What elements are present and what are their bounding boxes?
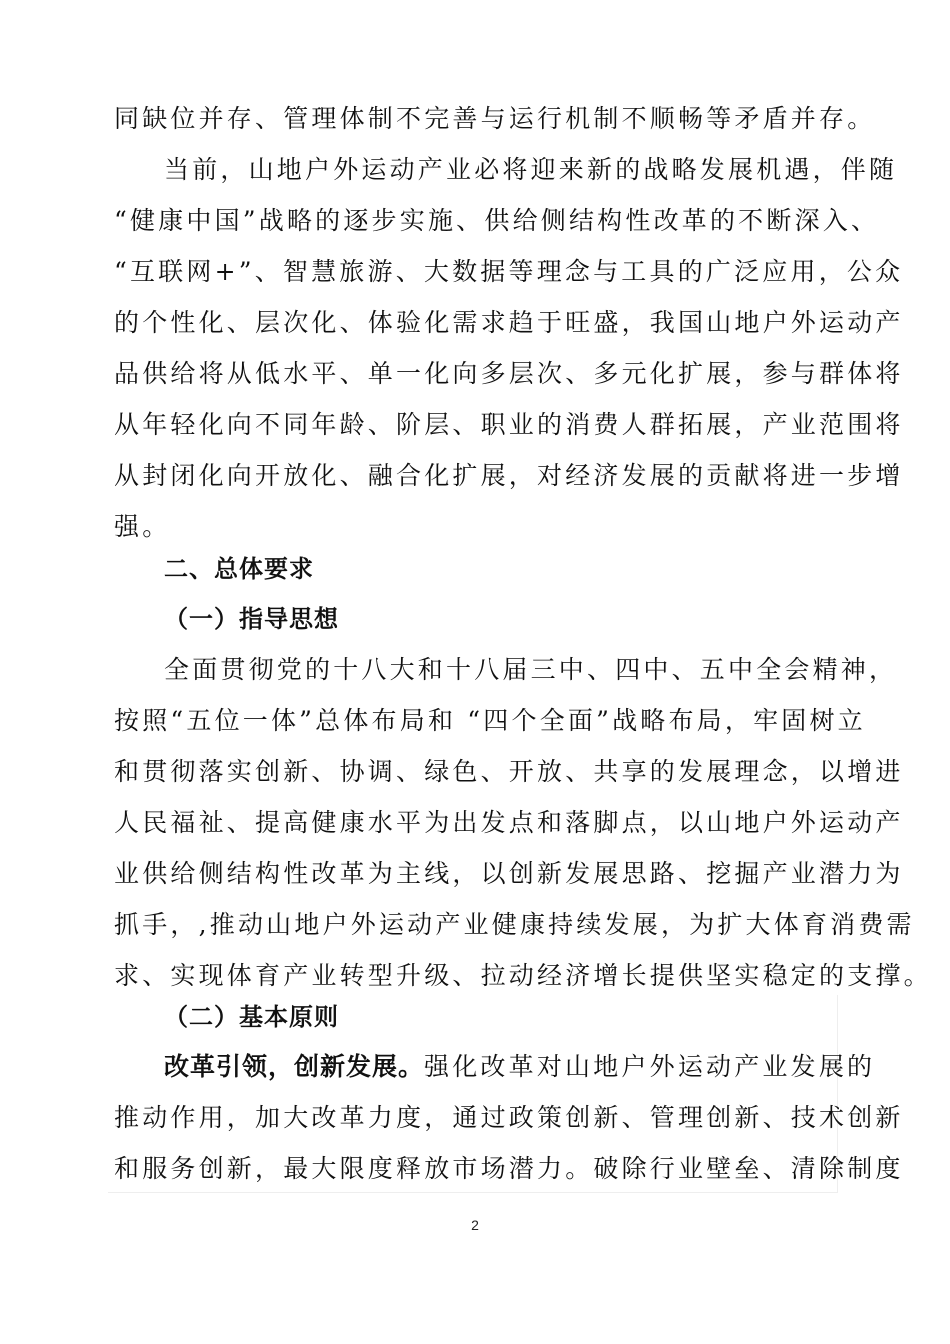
principle-lead: 改革引领，创新发展。: [164, 1052, 425, 1081]
paragraph-line-11: 按照“五位一体”总体布局和 “四个全面”战略布局，牢固树立: [114, 706, 866, 735]
paragraph-line-10: 全面贯彻党的十八大和十八届三中、四中、五中全会精神，: [164, 655, 898, 684]
page-number: 2: [471, 1217, 479, 1233]
subsection-heading-basic-principles: （二）基本原则: [164, 1003, 339, 1031]
paragraph-line-2: 当前，山地户外运动产业必将迎来新的战略发展机遇，伴随: [164, 155, 898, 184]
paragraph-line-13: 人民福祉、提高健康水平为出发点和落脚点，以山地户外运动产: [114, 808, 904, 837]
paragraph-line-7: 从年轻化向不同年龄、阶层、职业的消费人群拓展，产业范围将: [114, 410, 904, 439]
paragraph-line-5: 的个性化、层次化、体验化需求趋于旺盛，我国山地户外运动产: [114, 308, 904, 337]
paragraph-line-1: 同缺位并存、管理体制不完善与运行机制不顺畅等矛盾并存。: [114, 104, 876, 133]
paragraph-line-14: 业供给侧结构性改革为主线，以创新发展思路、挖掘产业潜力为: [114, 859, 904, 888]
paragraph-line-12: 和贯彻落实创新、协调、绿色、开放、共享的发展理念，以增进: [114, 757, 904, 786]
section-heading-overall-requirements: 二、总体要求: [164, 555, 314, 583]
paragraph-line-15: 抓手，,推动山地户外运动产业健康持续发展，为扩大体育消费需: [114, 910, 915, 939]
paragraph-line-4: “互联网+”、智慧旅游、大数据等理念与工具的广泛应用，公众: [114, 257, 904, 286]
paragraph-line-3: “健康中国”战略的逐步实施、供给侧结构性改革的不断深入、: [114, 206, 880, 235]
paragraph-line-8: 从封闭化向开放化、融合化扩展，对经济发展的贡献将进一步增: [114, 461, 904, 490]
paragraph-line-17: [164, 1050, 888, 1084]
paragraph-line-19: 和服务创新，最大限度释放市场潜力。破除行业壁垒、清除制度: [114, 1154, 904, 1183]
paragraph-line-18: 推动作用，加大改革力度，通过政策创新、管理创新、技术创新: [114, 1103, 904, 1132]
paragraph-line-9: 强。: [114, 512, 171, 541]
principle-text: 强化改革对山地户外运动产业发展的: [424, 1052, 876, 1081]
paragraph-line-16: 求、实现体育产业转型升级、拉动经济增长提供坚实稳定的支撑。: [114, 961, 932, 990]
paragraph-line-6: 品供给将从低水平、单一化向多层次、多元化扩展，参与群体将: [114, 359, 904, 388]
subsection-heading-guiding-ideology: （一）指导思想: [164, 605, 339, 633]
